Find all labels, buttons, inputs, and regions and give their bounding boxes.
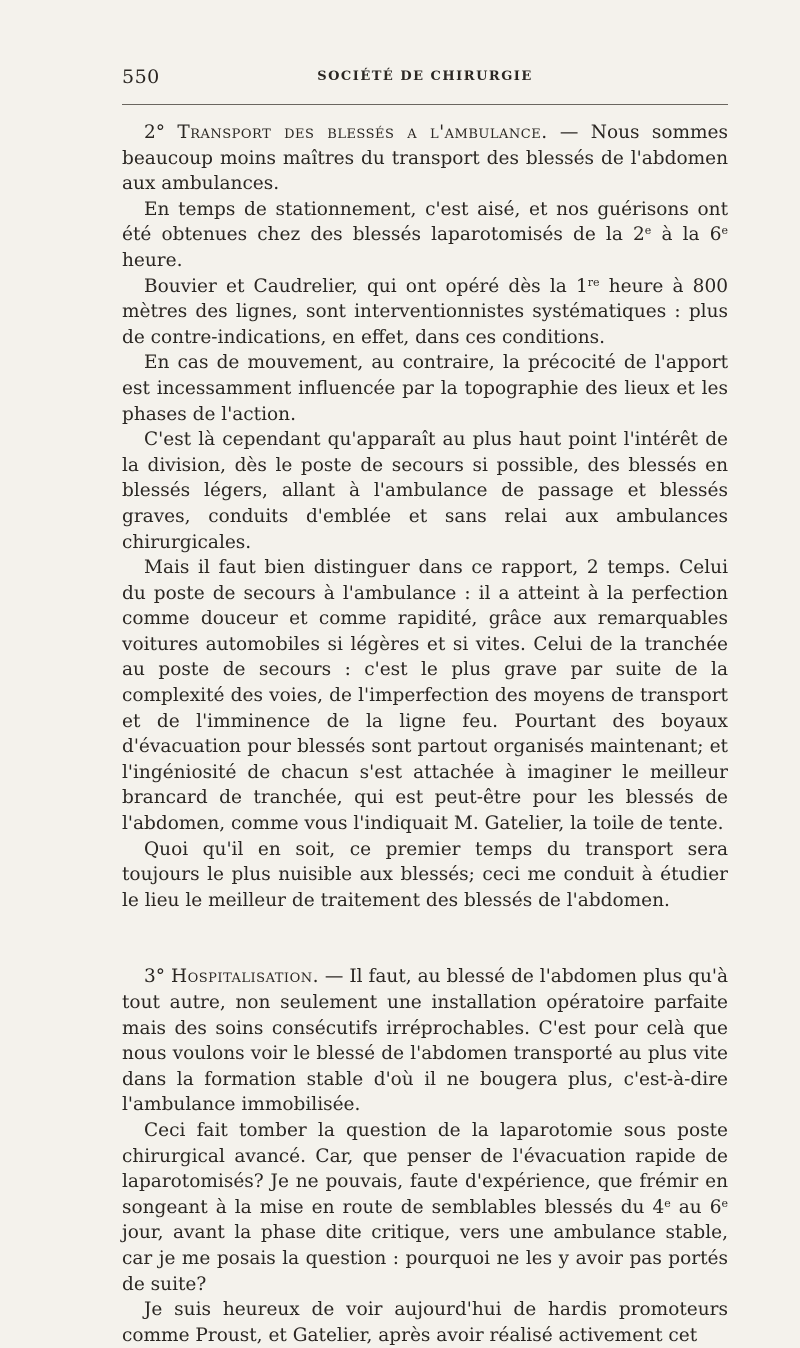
paragraph-transport-heading bbox=[122, 120, 728, 197]
body-text bbox=[122, 120, 728, 1348]
page-header bbox=[122, 66, 728, 96]
paragraph-premier-temps: Quoi qu'il en soit, ce premier temps du transport sera toujours le plus nuisible aux blessés; ceci me conduit à étudier le lieu le meilleur de traitement des blessés de l'abdomen. bbox=[122, 838, 728, 911]
section-title: Transport des blessés a l'ambulance. bbox=[177, 122, 548, 143]
paragraph-deux-temps: Mais il faut bien distinguer dans ce rapport, 2 temps. Celui du poste de secours à l'ambulance : il a atteint à la perfection comme douceur et comme rapidité, grâce aux remarquables voitures automobiles si légères et si vites. Celui de la tranchée au poste de secours : c'est le plus grave par suite de la complexité des voies, de l'imperfection des moyens de transport et de l'imminence de la ligne feu. Pourtant des boyaux d'évacuation pour blessés sont partout organisés maintenant; et l'ingéniosité de chacun s'est attachée à imaginer le meilleur brancard de tranchée, qui est peut-être pour les blessés de l'abdomen, comme vous l'indiquait M. Gatelier, la toile de tente. bbox=[122, 557, 728, 835]
running-title: SOCIÉTÉ DE CHIRURGIE bbox=[317, 69, 533, 84]
superscript: re bbox=[587, 275, 600, 289]
section-number: 3° bbox=[144, 966, 166, 988]
superscript: e bbox=[644, 224, 652, 238]
paragraph-text: — Il faut, au blessé de l'abdomen plus qu'à tout autre, non seulement une installation opératoire parfaite mais des soins consécutifs irréprochables. C'est pour celà que nous voulons voir le blessé de l'abdomen transporté au plus vite dans la formation stable d'où il ne bougera plus, c'est-à-dire l'ambulance immobilisée. bbox=[122, 966, 728, 1116]
paragraph-laparotomie bbox=[122, 1118, 728, 1297]
header-divider bbox=[122, 104, 728, 105]
superscript: e bbox=[721, 1196, 728, 1210]
paragraph-mouvement: En cas de mouvement, au contraire, la précocité de l'apport est incessamment influencée par la topographie des lieux et les phases de l'action. bbox=[122, 352, 728, 425]
text-run: Ceci fait tomber la question de la laparotomie sous poste chirurgical avancé. Car, que penser de l'évacuation rapide de laparotomisés? Je ne pouvais, faute d'expérience, que frémir en songeant à la mise en route de semblables blessés du 4 bbox=[122, 1119, 728, 1218]
text-run: Bouvier et Caudrelier, qui ont opéré dès la 1 bbox=[144, 275, 588, 297]
paragraph-text: — Nous sommes beaucoup moins maîtres du transport des blessés de l'abdomen aux ambulances. bbox=[122, 122, 728, 195]
text-run: En temps de stationnement, c'est aisé, et nos guérisons ont été obtenues chez des blessés laparotomisés de la 2 bbox=[122, 198, 728, 246]
paragraph-division: C'est là cependant qu'apparaît au plus haut point l'intérêt de la division, dès le poste de secours si possible, des blessés en blessés légers, allant à l'ambulance de passage et blessés graves, conduits d'emblée et sans relai aux ambulances chirurgicales. bbox=[122, 429, 728, 553]
superscript: e bbox=[721, 224, 728, 238]
paragraph-hospitalisation-heading bbox=[122, 964, 728, 1118]
text-run: heure. bbox=[122, 249, 183, 271]
paragraph-stationnement bbox=[122, 197, 728, 274]
section-number: 2° bbox=[144, 122, 166, 143]
text-run: jour, avant la phase dite critique, vers une ambulance stable, car je me posais la question : pourquoi ne les y avoir pas portés de suite? bbox=[122, 1222, 728, 1295]
paragraph-promoteurs: Je suis heureux de voir aujourd'hui de hardis promoteurs comme Proust, et Gatelier, après avoir réalisé activement cet bbox=[122, 1299, 728, 1346]
paragraph-bouvier bbox=[122, 274, 728, 351]
section-title: Hospitalisation. bbox=[170, 966, 319, 988]
text-run: au 6 bbox=[670, 1196, 722, 1218]
text-run: heure à 800 mètres des lignes, sont interventionnistes systématiques : plus de contre-indications, en effet, dans ces conditions. bbox=[122, 275, 728, 348]
text-run: à la 6 bbox=[651, 224, 722, 246]
page-number: 550 bbox=[122, 66, 160, 88]
superscript: e bbox=[664, 1196, 671, 1210]
